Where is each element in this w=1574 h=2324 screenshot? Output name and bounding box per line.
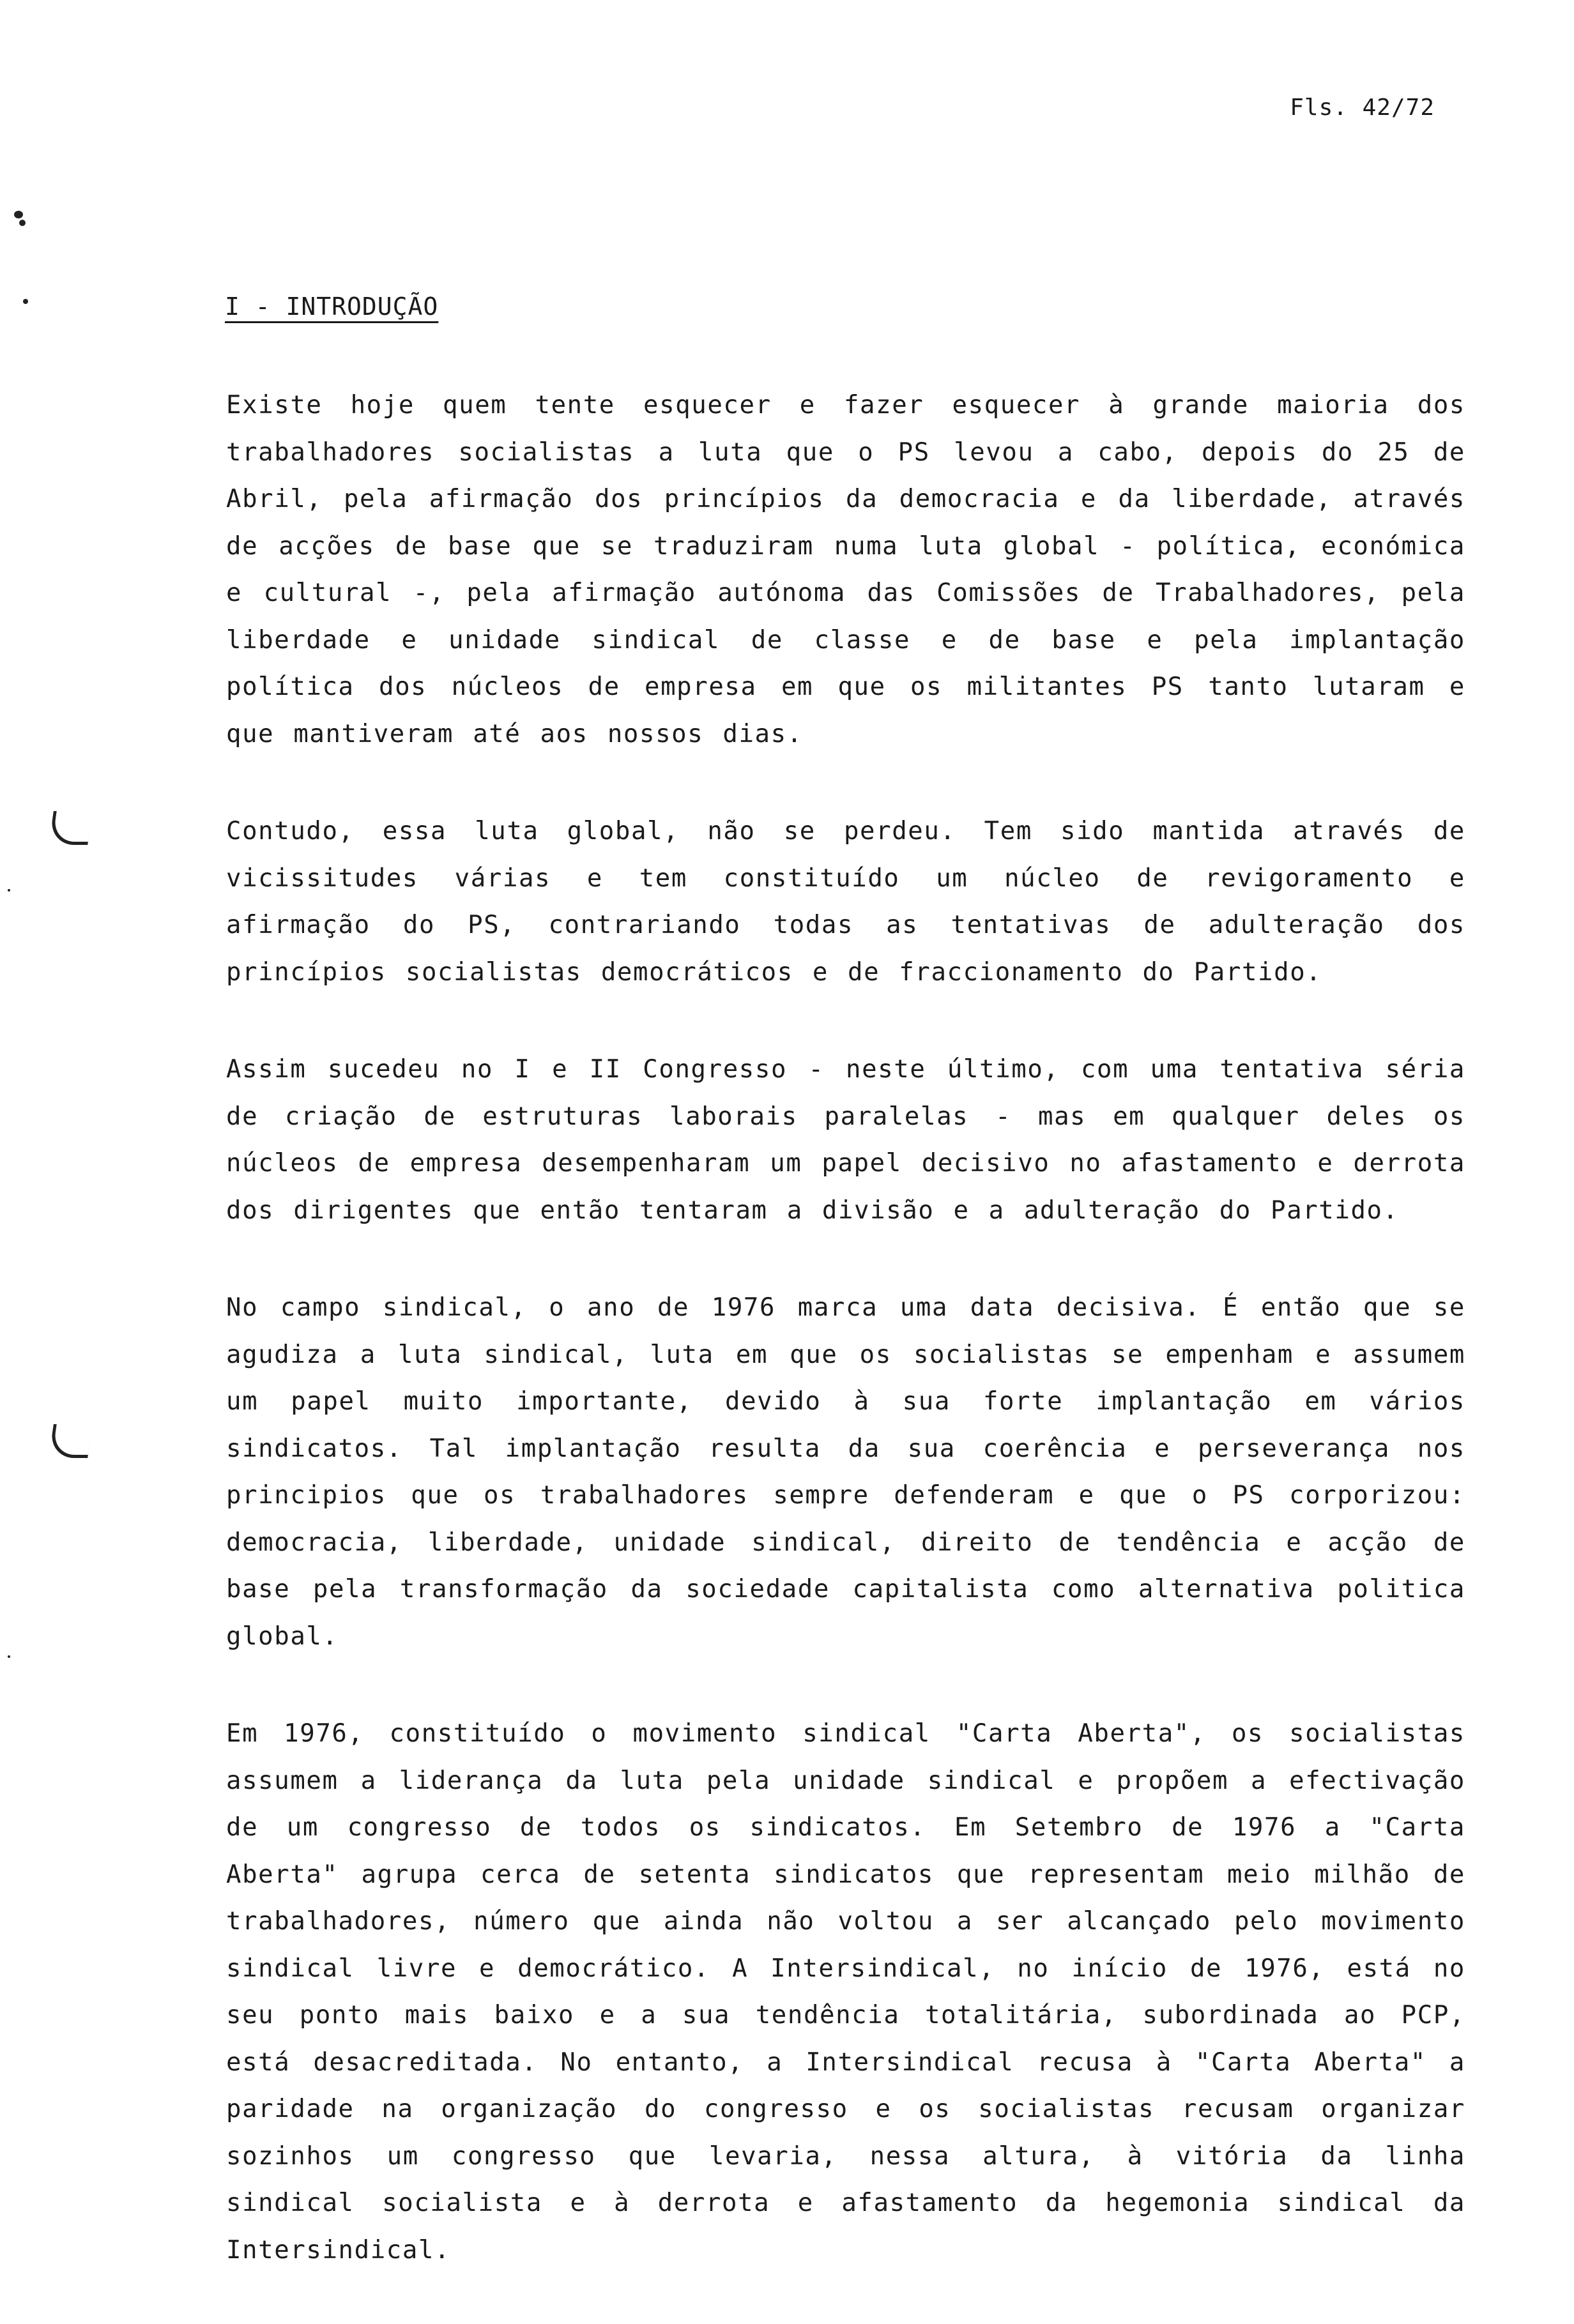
paragraph: Contudo, essa luta global, não se perdeu. Tem sido mantida através de vicissitudes várias e tem constituído um núcleo de revigoramento e afirmação do PS, contrariando todas as tentativas de adulteração dos princípios socialistas democráticos e de fraccionamento do Partido.	[226, 817, 1465, 987]
hole-punch-mark	[49, 1424, 92, 1458]
margin-mark	[8, 1655, 10, 1658]
paragraph: Em 1976, constituído o movimento sindical "Carta Aberta", os socialistas assumem a liderança da luta pela unidade sindical e propõem a efectivação de um congresso de todos os sindicatos. Em Setembro de 1976 a "Carta Aberta" agrupa cerca de setenta sindicatos que representam meio milhão de trabalhadores, número que ainda não voltou a ser alcançado pelo movimento sindical livre e democrático. A Intersindical, no início de 1976, está no seu ponto mais baixo e a sua tendência totalitária, subordinada ao PCP, está desacreditada. No entanto, a Intersindical recusa à "Carta Aberta" a paridade na organização do congresso e os socialistas recusam organizar sozinhos um congresso que levaria, nessa altura, à vitória da linha sindical socialista e à derrota e afastamento da hegemonia sindical da Intersindical.	[226, 1719, 1465, 2265]
paragraph: Assim sucedeu no I e II Congresso - neste último, com uma tentativa séria de criação de estruturas laborais paralelas - mas em qualquer deles os núcleos de empresa desempenharam um papel decisivo no afastamento e derrota dos dirigentes que então tentaram a divisão e a adulteração do Partido.	[226, 1055, 1465, 1225]
section-title: I - INTRODUÇÃO	[225, 292, 439, 321]
margin-mark	[8, 889, 10, 892]
body-text	[226, 382, 1465, 2324]
margin-mark	[19, 220, 26, 226]
paragraph: No campo sindical, o ano de 1976 marca uma data decisiva. É então que se agudiza a luta sindical, luta em que os socialistas se empenham e assumem um papel muito importante, devido à sua forte implantação em vários sindicatos. Tal implantação resulta da sua coerência e perseverança nos principios que os trabalhadores sempre defenderam e que o PS corporizou: democracia, liberdade, unidade sindical, direito de tendência e acção de base pela transformação da sociedade capitalista como alternativa politica global.	[226, 1293, 1465, 1651]
page-folio: Fls. 42/72	[1290, 95, 1435, 121]
margin-mark	[23, 299, 28, 304]
hole-punch-mark	[49, 811, 92, 845]
margin-mark	[14, 211, 23, 218]
paragraph: Existe hoje quem tente esquecer e fazer esquecer à grande maioria dos trabalhadores socialistas a luta que o PS levou a cabo, depois do 25 de Abril, pela afirmação dos princípios da democracia e da liberdade, através de acções de base que se traduziram numa luta global - política, económica e cultural -, pela afirmação autónoma das Comissões de Trabalhadores, pela liberdade e unidade sindical de classe e de base e pela implantação política dos núcleos de empresa em que os militantes PS tanto lutaram e que mantiveram até aos nossos dias.	[226, 391, 1465, 748]
